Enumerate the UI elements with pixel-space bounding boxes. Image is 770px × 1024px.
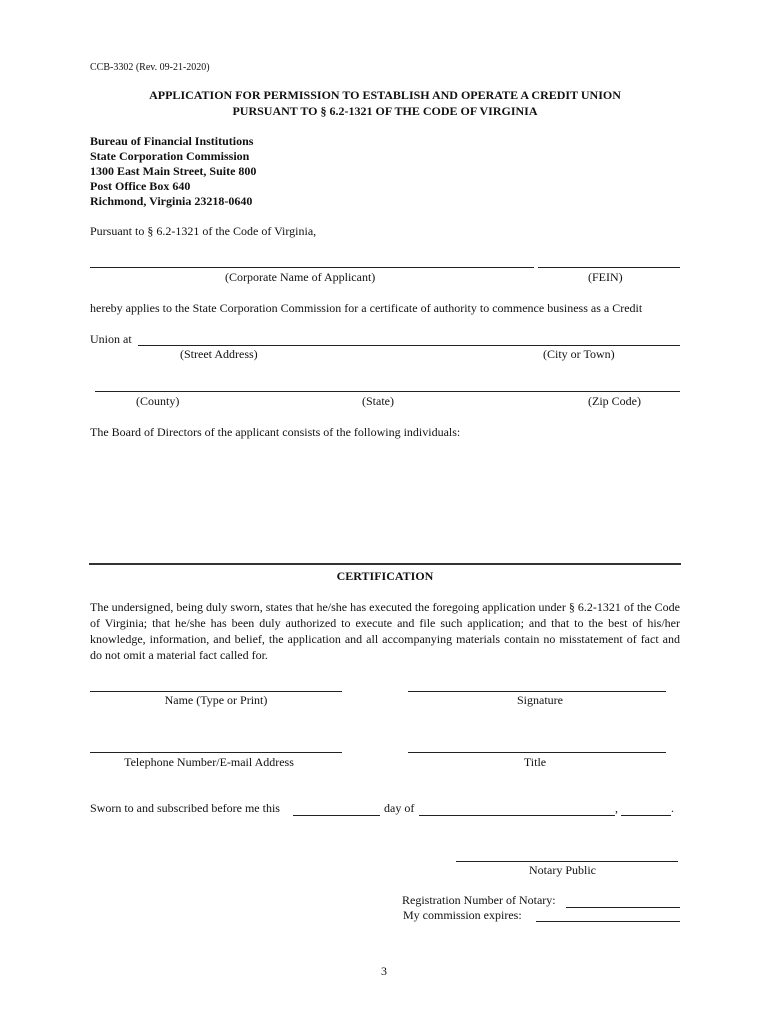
address-line-1: Bureau of Financial Institutions [90,134,254,148]
zip-label: (Zip Code) [588,394,641,408]
day-of-text: day of [384,801,415,815]
form-title-line2: PURSUANT TO § 6.2-1321 OF THE CODE OF VIRGINIA [232,104,538,118]
city-label: (City or Town) [543,347,615,361]
title-field[interactable] [408,752,666,753]
fein-field[interactable] [538,267,680,268]
registration-label: Registration Number of Notary: [402,893,556,907]
union-at-text: Union at [90,332,132,346]
registration-number-field[interactable] [566,907,680,908]
pursuant-text: Pursuant to § 6.2-1321 of the Code of Virginia, [90,224,317,238]
certification-body: The undersigned, being duly sworn, states that he/she has executed the foregoing application under § 6.2-1321 of the Code of Virginia; that he/she has been duly authorized to execute and file such application; and that to the best of his/her knowledge, information, and belief, the application and all accompanying materials contain no misstatement of fact and do not omit a material fact called for. [90,600,680,662]
notary-signature-field[interactable] [456,861,678,862]
sworn-month-field[interactable] [419,815,615,816]
address-line-5: Richmond, Virginia 23218-0640 [90,194,253,208]
commission-expires-field[interactable] [536,921,680,922]
signature-label: Signature [517,693,563,707]
street-address-label: (Street Address) [180,347,258,361]
county-field[interactable] [95,391,325,392]
name-field[interactable] [90,691,342,692]
sworn-text: Sworn to and subscribed before me this [90,801,280,815]
form-title-line1: APPLICATION FOR PERMISSION TO ESTABLISH AND OPERATE A CREDIT UNION [149,88,621,102]
form-code: CCB-3302 (Rev. 09-21-2020) [90,62,210,73]
phone-email-label: Telephone Number/E-mail Address [124,755,294,769]
notary-public-label: Notary Public [529,863,596,877]
sworn-year-field[interactable] [621,815,671,816]
state-label: (State) [362,394,394,408]
fein-label: (FEIN) [588,270,623,284]
zip-field[interactable] [540,391,680,392]
address-line-2: State Corporation Commission [90,149,250,163]
commission-label: My commission expires: [403,908,522,922]
sworn-comma: , [615,801,618,815]
sworn-period: . [671,801,674,815]
section-divider [89,563,681,565]
street-address-field[interactable] [138,345,538,346]
signature-field[interactable] [408,691,666,692]
state-field[interactable] [325,391,540,392]
address-line-3: 1300 East Main Street, Suite 800 [90,164,257,178]
phone-email-field[interactable] [90,752,342,753]
corporate-name-label: (Corporate Name of Applicant) [225,270,376,284]
sworn-day-field[interactable] [293,815,380,816]
name-label: Name (Type or Print) [164,693,268,707]
applies-text: hereby applies to the State Corporation Commission for a certificate of authority to commence business as a Credit [90,301,643,315]
title-label: Title [523,755,547,769]
address-line-4: Post Office Box 640 [90,179,191,193]
city-field[interactable] [538,345,680,346]
corporate-name-field[interactable] [90,267,534,268]
board-text: The Board of Directors of the applicant consists of the following individuals: [90,425,461,439]
certification-heading: CERTIFICATION [336,569,434,583]
county-label: (County) [136,394,180,408]
page-number: 3 [381,964,387,978]
